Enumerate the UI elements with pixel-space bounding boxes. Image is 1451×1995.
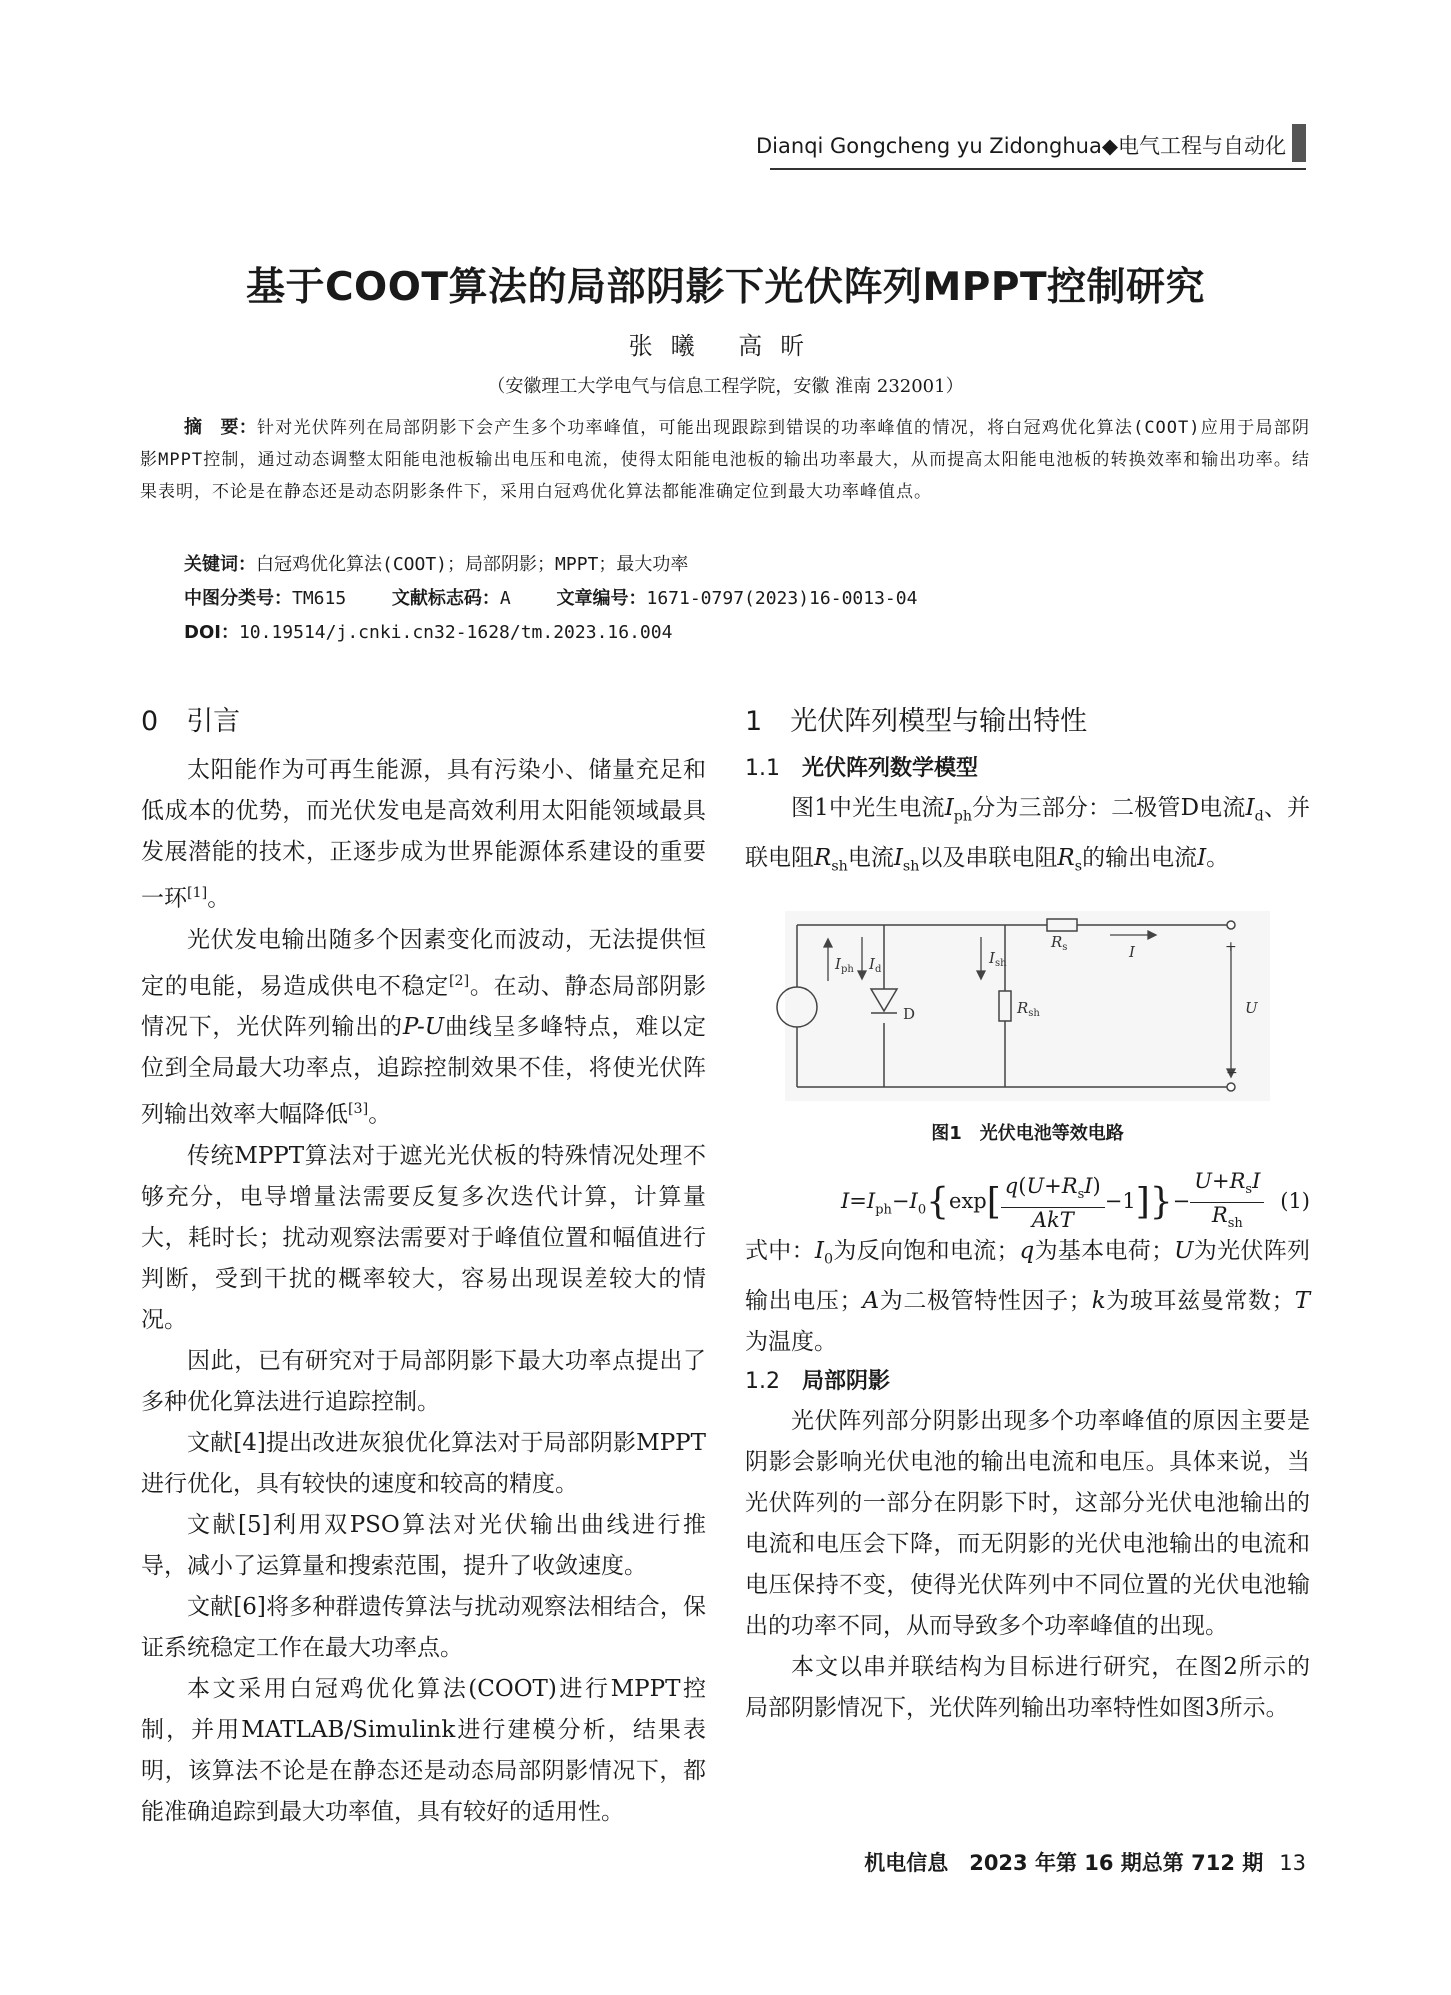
paragraph: 文献[4]提出改进灰狼优化算法对于局部阴影MPPT进行优化，具有较快的速度和较高的精度。 [141,1429,706,1497]
section-1-heading [745,700,1310,744]
label-i: I [1129,943,1135,962]
section-title: 引言 [186,706,241,737]
paragraph: 本文采用白冠鸡优化算法(COOT)进行MPPT控制，并用MATLAB/Simulink进行建模分析，结果表明，该算法不论是在静态还是动态局部阴影情况下，都能准确追踪到最大功率值，具有较好的适用性。 [141,1675,706,1825]
paragraph: 图1中光生电流$I_{ph}$分为三部分：二极管D电流$I_d$、并联电阻$R_{sh}$电流$I_{sh}$以及串联电阻$R_s$的输出电流I。 [745,795,1311,875]
authors: 张曦 高昕 [628,332,823,360]
journal-pinyin: Dianqi Gongcheng yu Zidonghua [756,134,1102,158]
subsection-number: 1.1 [745,756,780,781]
doi-value: 10.19514/j.cnki.cn32-1628/tm.2023.16.004 [238,622,673,643]
figure-1-circuit [745,901,1310,1101]
paragraph: 文献[5]利用双PSO算法对光伏输出曲线进行推导，减小了运算量和搜索范围，提升了收敛速度。 [141,1511,706,1579]
paragraph: 因此，已有研究对于局部阴影下最大功率点提出了多种优化算法进行追踪控制。 [141,1347,706,1415]
subsection-title: 局部阴影 [802,1368,891,1394]
diamond-icon: ◆ [1101,134,1118,158]
label-d: D [903,1005,916,1024]
equation-number: (1) [1280,1189,1310,1214]
doc-code-label: 文献标志码： [391,588,500,609]
section-title: 光伏阵列模型与输出特性 [790,706,1088,737]
clc-value: TM615 [292,588,347,609]
running-header [756,120,1306,170]
article-number-label: 文章编号： [556,588,647,609]
label-iph: $I_{ph}$ [835,955,854,976]
keywords-text: 白冠鸡优化算法(COOT)；局部阴影；MPPT；最大功率 [256,554,689,575]
keywords-label: 关键词： [184,554,256,575]
keywords [184,550,688,576]
circuit-diagram [745,901,1310,1111]
label-u: U [1245,999,1258,1018]
doi-label: DOI： [184,622,239,643]
subsection-1-2-heading [745,1363,1310,1401]
section-0-heading [141,700,706,744]
terminal-negative [1227,1083,1235,1091]
footer-journal-issue: 机电信息 2023 年第 16 期总第 712 期 [864,1851,1264,1875]
pu-curve-symbol: P-U [402,1014,445,1041]
article-number-value: 1671-0797(2023)16-0013-04 [646,588,918,609]
equation-body: $I=I_{ph}-I_0\{\exp$[ $q(U+R_sI)$ AkT −1]}− $U+R_sI$ $R_{sh}$ [841,1169,1264,1240]
abstract-text: 针对光伏阵列在局部阴影下会产生多个功率峰值，可能出现跟踪到错误的功率峰值的情况，将白冠鸡优化算法(COOT)应用于局部阴影MPPT控制，通过动态调整太阳能电池板输出电压和电流，使得太阳能电池板的输出功率最大，从而提高太阳能电池板的转换效率和输出功率。结果表明，不论是在静态还是动态阴影条件下，采用白冠鸡优化算法都能准确定位到最大功率峰值点。 [140,418,1310,502]
section-number: 0 [141,706,159,737]
journal-name [756,130,1286,160]
figure-1-caption: 图1 光伏电池等效电路 [931,1123,1124,1145]
paragraph: 光伏阵列部分阴影出现多个功率峰值的原因主要是阴影会影响光伏电池的输出电流和电压。具体来说，当光伏阵列的一部分在阴影下时，这部分光伏电池输出的电流和电压会下降，而无阴影的光伏电池输出的电流和电压保持不变，使得光伏阵列中不同位置的光伏电池输出的功率不同，从而导致多个功率峰值的出现。 [745,1407,1310,1639]
subsection-1-1-heading [745,750,1310,788]
page-number: 13 [1279,1851,1306,1875]
citation: [2] [448,972,470,989]
right-column [745,700,1310,1729]
citation: [3] [348,1101,369,1118]
doi [184,618,672,644]
paragraph: 太阳能作为可再生能源，具有污染小、储量充足和低成本的优势，而光伏发电是高效利用太阳能领域最具发展潜能的技术，正逐步成为世界能源体系建设的重要一环[1]。 [141,757,706,912]
subsection-title: 光伏阵列数学模型 [802,756,979,781]
citation: [1] [187,885,208,901]
paragraph: 式中：$I_0$为反向饱和电流；q为基本电荷；U为光伏阵列输出电压；A为二极管特性因子；k为玻耳兹曼常数；T为温度。 [745,1238,1311,1355]
journal-cn: 电气工程与自动化 [1118,134,1286,158]
paragraph: 光伏发电输出随多个因素变化而波动，无法提供恒定的电能，易造成供电不稳定[2]。在动、静态局部阴影情况下，光伏阵列输出的P-U曲线呈多峰特点，难以定位到全局最大功率点，追踪控制效果不佳，将使光伏阵列输出效率大幅降低[3]。 [141,926,707,1128]
label-minus: − [1226,1065,1238,1082]
paper-title: 基于COOT算法的局部阴影下光伏阵列MPPT控制研究 [245,265,1206,310]
label-rs: $R_s$ [1051,933,1068,954]
affiliation: （安徽理工大学电气与信息工程学院，安徽 淮南 232001） [487,376,964,397]
equation-1 [745,1163,1310,1231]
page-footer [864,1847,1306,1877]
abstract-label: 摘 要： [184,417,258,438]
classification [184,584,917,610]
paragraph: 传统MPPT算法对于遮光光伏板的特殊情况处理不够充分，电导增量法需要反复多次迭代计算，计算量大，耗时长；扰动观察法需要对于峰值位置和幅值进行判断，受到干扰的概率较大，容易出现误差较大的情况。 [141,1142,706,1333]
section-number: 1 [745,706,763,737]
label-id: $I_d$ [869,955,882,976]
abstract [140,412,1310,508]
label-ish: $I_{sh}$ [989,949,1007,970]
left-column [141,700,706,1833]
terminal-positive [1227,921,1235,929]
label-plus: + [1225,939,1237,956]
clc-label: 中图分类号： [184,588,292,609]
paragraph: 本文以串并联结构为目标进行研究，在图2所示的局部阴影情况下，光伏阵列输出功率特性如图3所示。 [745,1653,1310,1721]
label-rsh: $R_{sh}$ [1017,999,1040,1020]
doc-code-value: A [499,588,511,609]
header-block-decoration [1292,124,1306,162]
paragraph: 文献[6]将多种群遗传算法与扰动观察法相结合，保证系统稳定工作在最大功率点。 [141,1593,706,1661]
subsection-number: 1.2 [745,1368,780,1394]
